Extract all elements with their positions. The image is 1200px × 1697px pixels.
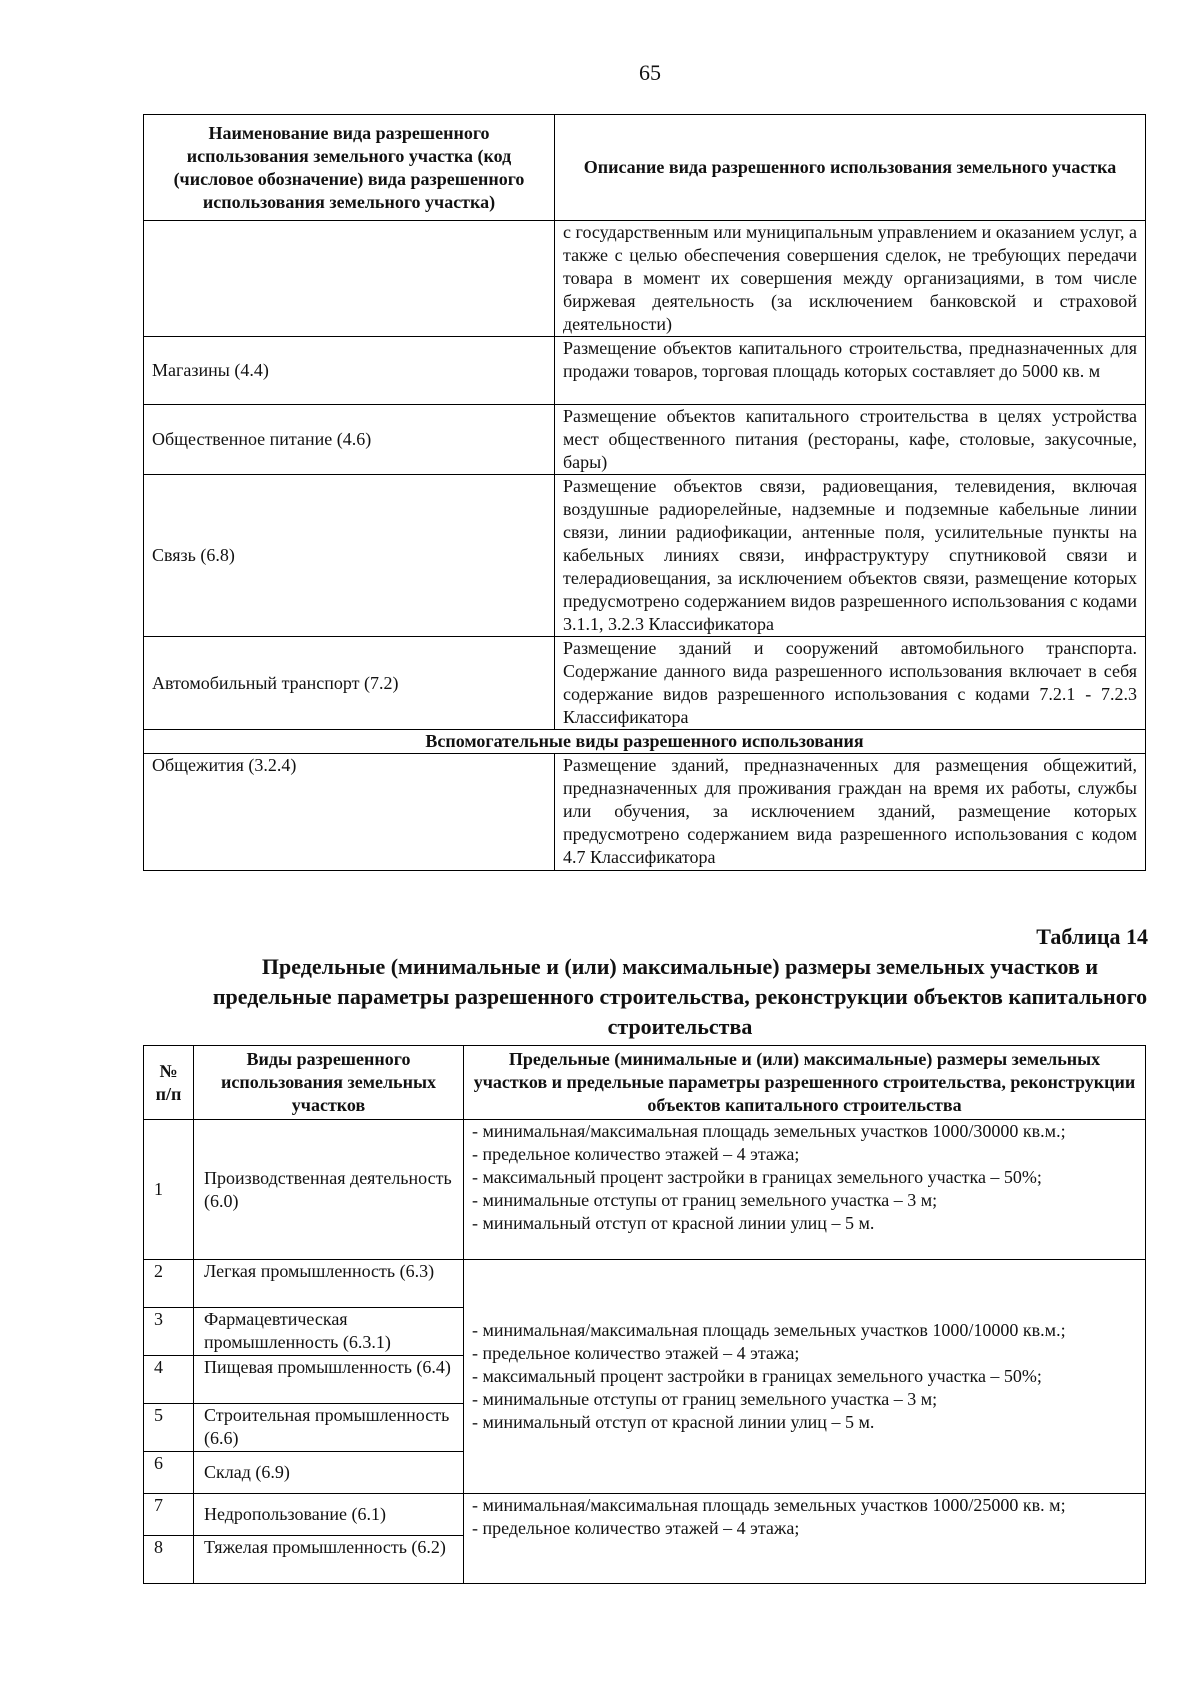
row-number: 5	[144, 1404, 194, 1452]
table-header-row	[144, 115, 1146, 221]
row-number: 8	[144, 1536, 194, 1584]
table-row	[144, 475, 1146, 637]
parameter-line: - минимальный отступ от красной линии улиц – 5 м.	[472, 1213, 875, 1233]
table-title: Предельные (минимальные и (или) максимальные) размеры земельных участков и предельные параметры разрешенного строительства, реконструкции объектов капитального строительства	[212, 954, 1148, 1039]
permitted-use-table	[143, 114, 1146, 871]
row-parameters	[464, 1120, 1146, 1260]
header-kind: Виды разрешенного использования земельных участков	[194, 1046, 464, 1120]
row-number: 3	[144, 1308, 194, 1356]
parameter-line: - минимальная/максимальная площадь земельных участков 1000/30000 кв.м.;	[472, 1121, 1066, 1141]
table-header-row	[144, 1046, 1146, 1120]
table-row	[144, 754, 1146, 871]
row-number: 2	[144, 1260, 194, 1308]
use-description: с государственным или муниципальным управлением и оказанием услуг, а также с целью обеспечения совершения сделок, не требующих передачи товара в момент их совершения между организациями, в том числе биржевая деятельность (за исключением банковской и страховой деятельности)	[555, 221, 1146, 337]
table-row	[144, 1120, 1146, 1260]
table-row	[144, 1494, 1146, 1536]
header-parameters: Предельные (минимальные и (или) максимальные) размеры земельных участков и предельные параметры разрешенного строительства, реконструкции объектов капитального строительства	[464, 1046, 1146, 1120]
use-kind: Недропользование (6.1)	[194, 1494, 464, 1536]
parameter-line: - предельное количество этажей – 4 этажа;	[472, 1343, 800, 1363]
use-kind: Тяжелая промышленность (6.2)	[194, 1536, 464, 1584]
use-name: Автомобильный транспорт (7.2)	[144, 637, 555, 730]
use-description: Размещение зданий и сооружений автомобильного транспорта. Содержание данного вида разрешенного использования включает в себя содержание видов разрешенного использования с кодами 7.2.1 - 7.2.3 Классификатора	[555, 637, 1146, 730]
use-description: Размещение объектов связи, радиовещания, телевидения, включая воздушные радиорелейные, надземные и подземные кабельные линии связи, линии радиофикации, антенные поля, усилительные пункты на кабельных линиях связи, инфраструктуру спутниковой связи и телерадиовещания, за исключением объектов связи, размещение которых предусмотрено содержанием видов разрешенного использования с кодами 3.1.1, 3.2.3 Классификатора	[555, 475, 1146, 637]
parameters-table	[143, 1045, 1146, 1584]
row-number: 6	[144, 1452, 194, 1494]
parameter-line: - предельное количество этажей – 4 этажа;	[472, 1144, 800, 1164]
table-label: Таблица 14	[1036, 924, 1148, 949]
use-description: Размещение зданий, предназначенных для размещения общежитий, предназначенных для проживания граждан на время их работы, службы или обучения, за исключением зданий, размещение которых предусмотрено содержанием вида разрешенного использования с кодом 4.7 Классификатора	[555, 754, 1146, 871]
header-use-description: Описание вида разрешенного использования земельного участка	[555, 115, 1146, 221]
use-description: Размещение объектов капитального строительства, предназначенных для продажи товаров, торговая площадь которых составляет до 5000 кв. м	[555, 337, 1146, 405]
use-kind: Фармацевтическая промышленность (6.3.1)	[194, 1308, 464, 1356]
parameter-line: - предельное количество этажей – 4 этажа;	[472, 1518, 800, 1538]
row-number: 7	[144, 1494, 194, 1536]
header-number: № п/п	[144, 1046, 194, 1120]
table-row	[144, 637, 1146, 730]
use-kind: Склад (6.9)	[194, 1452, 464, 1494]
parameter-line: - максимальный процент застройки в границах земельного участка – 50%;	[472, 1366, 1042, 1386]
use-name: Общежития (3.2.4)	[144, 754, 555, 871]
use-description: Размещение объектов капитального строительства в целях устройства мест общественного питания (рестораны, кафе, столовые, закусочные, бары)	[555, 405, 1146, 475]
row-number: 1	[144, 1120, 194, 1260]
page-number: 65	[639, 60, 661, 85]
use-kind: Легкая промышленность (6.3)	[194, 1260, 464, 1308]
use-name	[144, 221, 555, 337]
parameter-line: - минимальные отступы от границ земельного участка – 3 м;	[472, 1190, 938, 1210]
group-parameters	[464, 1494, 1146, 1584]
table-row	[144, 405, 1146, 475]
section-row	[144, 730, 1146, 754]
parameter-line: - максимальный процент застройки в границах земельного участка – 50%;	[472, 1167, 1042, 1187]
use-name: Связь (6.8)	[144, 475, 555, 637]
parameter-line: - минимальные отступы от границ земельного участка – 3 м;	[472, 1389, 938, 1409]
table-row	[144, 221, 1146, 337]
use-name: Магазины (4.4)	[144, 337, 555, 405]
header-use-name: Наименование вида разрешенного использования земельного участка (код (числовое обозначение) вида разрешенного использования земельного участка)	[144, 115, 555, 221]
section-title: Вспомогательные виды разрешенного использования	[144, 730, 1146, 754]
parameter-line: - минимальная/максимальная площадь земельных участков 1000/10000 кв.м.;	[472, 1320, 1066, 1340]
parameter-line: - минимальный отступ от красной линии улиц – 5 м.	[472, 1412, 875, 1432]
table-row	[144, 1260, 1146, 1308]
use-kind: Производственная деятельность (6.0)	[194, 1120, 464, 1260]
use-kind: Строительная промышленность (6.6)	[194, 1404, 464, 1452]
use-name: Общественное питание (4.6)	[144, 405, 555, 475]
table-row	[144, 337, 1146, 405]
use-kind: Пищевая промышленность (6.4)	[194, 1356, 464, 1404]
parameter-line: - минимальная/максимальная площадь земельных участков 1000/25000 кв. м;	[472, 1495, 1066, 1515]
row-number: 4	[144, 1356, 194, 1404]
group-parameters	[464, 1260, 1146, 1494]
